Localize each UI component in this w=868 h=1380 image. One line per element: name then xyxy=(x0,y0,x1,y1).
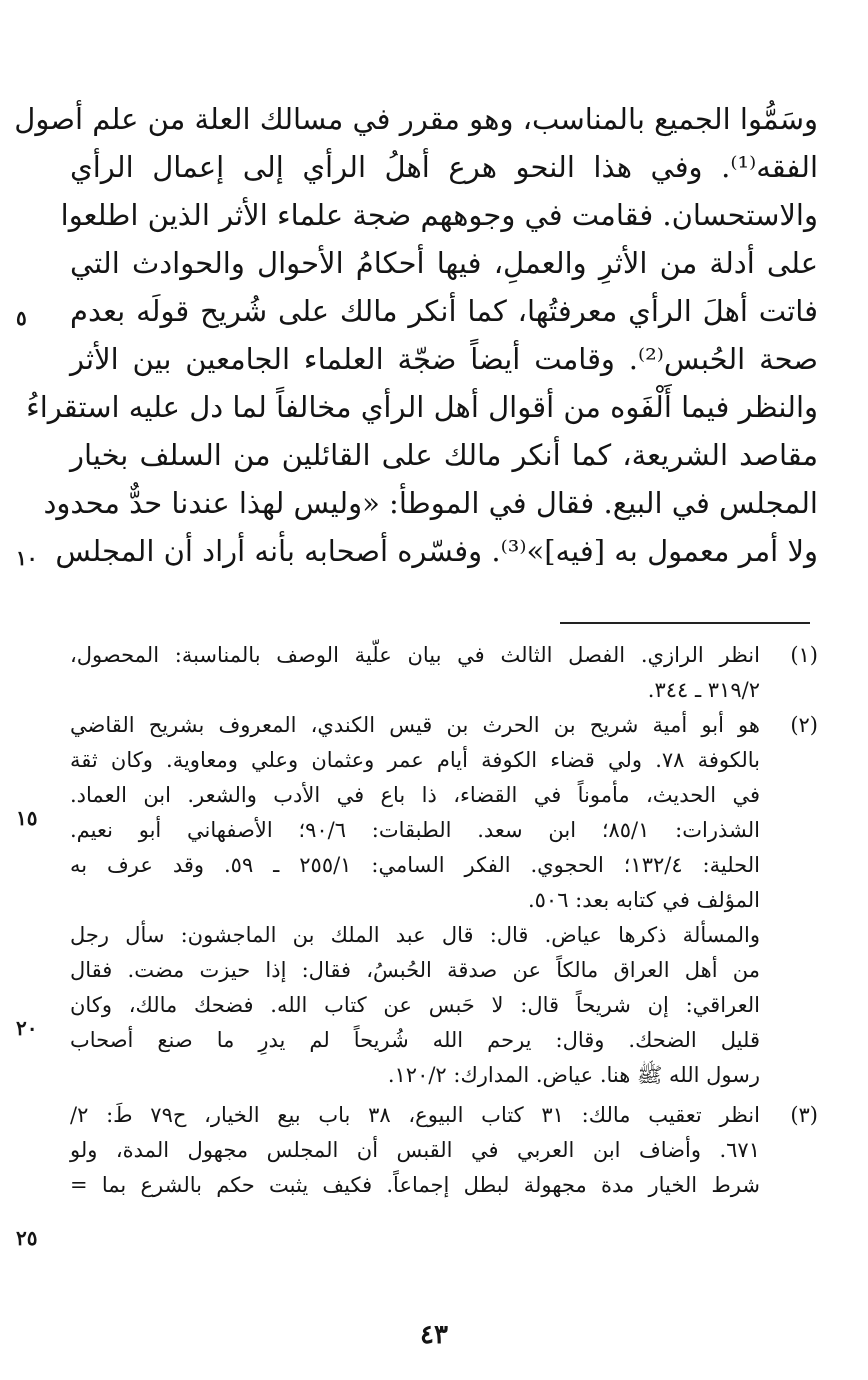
footnote-2-line-11: رسول الله ﷺ هنا. عياض. المدارك: ١٢٠/٢. xyxy=(387,1063,760,1087)
body-line-6: صحة الحُبس⁽²⁾. وقامت أيضاً ضجّة العلماء الجامعين بين الأثر xyxy=(70,342,818,376)
footnote-2-line-9: العراقي: إن شريحاً قال: لا حَبس عن كتاب الله. فضحك مالك، وكان xyxy=(70,993,760,1017)
margin-line-number-5: ٥ xyxy=(16,306,27,330)
footnote-1-line-2: ٣١٩/٢ ـ ٣٤٤. xyxy=(647,678,760,702)
footnote-2-line-6: المؤلف في كتابه بعد: ٥٠٦. xyxy=(527,888,760,912)
body-line-1: وسَمُّوا الجميع بالمناسب، وهو مقرر في مسالك العلة من علم أصول xyxy=(14,102,818,136)
footnote-2-line-8: من أهل العراق مالكاً عن صدقة الحُبسُ، فقال: إذا حيزت مضت. فقال xyxy=(70,958,760,982)
body-line-8: مقاصد الشريعة، كما أنكر مالك على القائلين من السلف بخيار xyxy=(70,438,818,472)
footnote-3-marker: (٣) xyxy=(790,1103,818,1127)
footnote-3-line-1: انظر تعقيب مالك: ٣١ كتاب البيوع، ٣٨ باب بيع الخيار، ح٧٩ طَ: ٢/ xyxy=(70,1103,760,1127)
margin-line-number-15: ١٥ xyxy=(16,806,38,830)
body-line-2: الفقه⁽¹⁾. وفي هذا النحو هرع أهلُ الرأي إلى إعمال الرأي xyxy=(70,150,818,184)
footnote-2-line-1: هو أبو أمية شريح بن الحرث بن قيس الكندي، المعروف بشريح القاضي xyxy=(70,713,760,737)
footnote-separator xyxy=(560,622,810,624)
margin-line-number-10: ١٠ xyxy=(16,546,38,570)
body-line-5: فاتت أهلَ الرأي معرفتُها، كما أنكر مالك على شُريح قولَه بعدم xyxy=(70,294,818,328)
body-line-3: والاستحسان. فقامت في وجوههم ضجة علماء الأثر الذين اطلعوا xyxy=(60,198,818,232)
margin-line-number-20: ٢٠ xyxy=(16,1016,38,1040)
body-line-7: والنظر فيما أَلْفَوه من أقوال أهل الرأي مخالفاً لما دل عليه استقراءُ xyxy=(26,390,818,424)
footnote-2-line-7: والمسألة ذكرها عياض. قال: قال عبد الملك بن الماجشون: سأل رجل xyxy=(70,923,760,947)
footnote-3-line-2: ٦٧١. وأضاف ابن العربي في القبس أن المجلس مجهول المدة، ولو xyxy=(70,1138,760,1162)
margin-line-number-25: ٢٥ xyxy=(16,1226,38,1250)
footnote-2-marker: (٢) xyxy=(790,713,818,737)
footnote-1-line-1: انظر الرازي. الفصل الثالث في بيان علّية الوصف بالمناسبة: المحصول، xyxy=(70,643,760,667)
footnote-2-line-10: قليل الضحك. وقال: يرحم الله شُريحاً لم يدرِ ما صنع أصحاب xyxy=(70,1028,760,1052)
body-line-9: المجلس في البيع. فقال في الموطأ: «وليس لهذا عندنا حدٌّ محدود xyxy=(43,486,818,520)
body-line-10: ولا أمر معمول به [فيه]»⁽³⁾. وفسّره أصحابه بأنه أراد أن المجلس xyxy=(55,534,818,568)
body-line-4: على أدلة من الأثرِ والعملِ، فيها أحكامُ الأحوال والحوادث التي xyxy=(70,246,818,280)
page-number: ٤٣ xyxy=(420,1320,448,1350)
footnote-2-line-3: في الحديث، مأموناً في القضاء، ذا باع في الأدب والشعر. ابن العماد. xyxy=(70,783,760,807)
footnote-1-marker: (١) xyxy=(790,643,818,667)
footnote-2-line-2: بالكوفة ٧٨. ولي قضاء الكوفة أيام عمر وعثمان وعلي ومعاوية. وكان ثقة xyxy=(70,748,760,772)
footnote-2-line-5: الحلية: ١٣٢/٤؛ الحجوي. الفكر السامي: ٢٥٥/١ ـ ٥٩. وقد عرف به xyxy=(70,853,760,877)
footnote-3-line-3: شرط الخيار مدة مجهولة لبطل إجماعاً. فكيف يثبت حكم بالشرع بما = xyxy=(70,1173,760,1197)
footnote-2-line-4: الشذرات: ٨٥/١؛ ابن سعد. الطبقات: ٩٠/٦؛ الأصفهاني أبو نعيم. xyxy=(70,818,760,842)
